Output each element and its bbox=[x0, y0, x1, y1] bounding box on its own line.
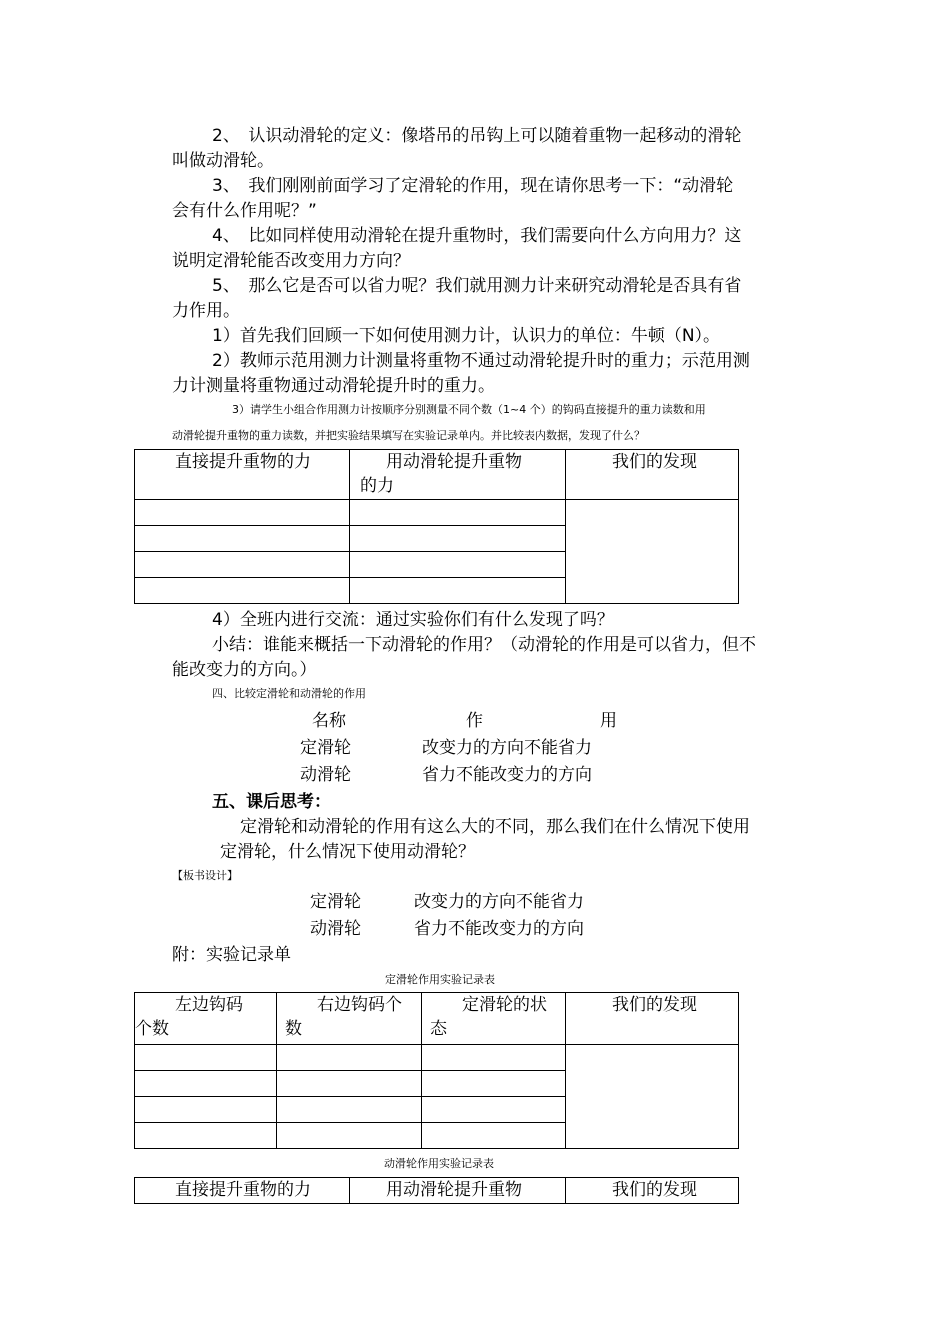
table-row bbox=[277, 1097, 422, 1123]
para-5-line2: 力作用。 bbox=[172, 301, 240, 321]
table-2-header-state: 定滑轮的状 态 bbox=[422, 993, 566, 1045]
compare-row-movable-name: 动滑轮 bbox=[300, 765, 351, 785]
table-1-header-finding: 我们的发现 bbox=[566, 450, 739, 500]
table-1 bbox=[134, 449, 739, 604]
table-row bbox=[277, 1071, 422, 1097]
table-row bbox=[422, 1045, 566, 1071]
table-2 bbox=[134, 992, 739, 1149]
step-4: 4）全班内进行交流：通过实验你们有什么发现了吗？ bbox=[212, 610, 614, 630]
table-1-finding-cell bbox=[566, 500, 739, 604]
section-4-heading: 四、比较定滑轮和动滑轮的作用 bbox=[212, 687, 366, 700]
para-2-line2: 叫做动滑轮。 bbox=[172, 151, 274, 171]
table-row bbox=[135, 500, 350, 526]
para-4-line1: 4、 比如同样使用动滑轮在提升重物时，我们需要向什么方向用力？这 bbox=[212, 226, 742, 246]
compare-header-yong: 用 bbox=[600, 711, 617, 731]
table-row bbox=[135, 552, 350, 578]
table-row bbox=[422, 1071, 566, 1097]
table-2-finding-cell bbox=[566, 1045, 739, 1149]
compare-header-zuo: 作 bbox=[466, 711, 483, 731]
table-row bbox=[135, 1045, 277, 1071]
table-row bbox=[277, 1123, 422, 1149]
table-row bbox=[135, 1097, 277, 1123]
step-3-line1: 3）请学生小组合作用测力计按顺序分别测量不同个数（1~4 个）的钩码直接提升的重力读数和用 bbox=[232, 403, 706, 416]
table-row bbox=[350, 578, 566, 604]
table-row bbox=[350, 526, 566, 552]
think-line2: 定滑轮，什么情况下使用动滑轮？ bbox=[220, 842, 475, 862]
table-1-header-direct: 直接提升重物的力 bbox=[135, 450, 350, 500]
board-row-fixed-effect: 改变力的方向不能省力 bbox=[414, 892, 584, 912]
table-1-header-pulley: 用动滑轮提升重物 的力 bbox=[350, 450, 566, 500]
table-row bbox=[135, 1123, 277, 1149]
compare-header-name: 名称 bbox=[312, 711, 346, 731]
para-3-line2: 会有什么作用呢？” bbox=[172, 201, 317, 221]
table-row bbox=[422, 1123, 566, 1149]
para-4-line2: 说明定滑轮能否改变用力方向？ bbox=[172, 251, 410, 271]
summary-line1: 小结：谁能来概括一下动滑轮的作用？（动滑轮的作用是可以省力，但不 bbox=[212, 635, 756, 655]
compare-row-fixed-effect: 改变力的方向不能省力 bbox=[422, 738, 592, 758]
table-3-caption: 动滑轮作用实验记录表 bbox=[384, 1157, 494, 1170]
table-3-header-pulley: 用动滑轮提升重物 bbox=[350, 1178, 566, 1204]
appendix-heading: 附：实验记录单 bbox=[172, 945, 291, 965]
board-row-movable-name: 动滑轮 bbox=[310, 919, 361, 939]
para-5-line1: 5、 那么它是否可以省力呢？我们就用测力计来研究动滑轮是否具有省 bbox=[212, 276, 742, 296]
summary-line2: 能改变力的方向。） bbox=[172, 660, 317, 680]
step-1: 1）首先我们回顾一下如何使用测力计，认识力的单位：牛顿（N）。 bbox=[212, 326, 721, 346]
section-5-heading: 五、课后思考： bbox=[212, 792, 331, 812]
step-2-line1: 2）教师示范用测力计测量将重物不通过动滑轮提升时的重力；示范用测 bbox=[212, 351, 750, 371]
table-row bbox=[422, 1097, 566, 1123]
step-2-line2: 力计测量将重物通过动滑轮提升时的重力。 bbox=[172, 376, 495, 396]
table-3 bbox=[134, 1177, 739, 1204]
table-row bbox=[135, 1071, 277, 1097]
table-2-caption: 定滑轮作用实验记录表 bbox=[385, 973, 495, 986]
para-2-line1: 2、 认识动滑轮的定义：像塔吊的吊钩上可以随着重物一起移动的滑轮 bbox=[212, 126, 742, 146]
table-row bbox=[135, 578, 350, 604]
board-row-movable-effect: 省力不能改变力的方向 bbox=[414, 919, 584, 939]
table-row bbox=[277, 1045, 422, 1071]
table-3-header-direct: 直接提升重物的力 bbox=[135, 1178, 350, 1204]
table-2-header-left: 左边钩码 个数 bbox=[135, 993, 277, 1045]
table-3-header-finding: 我们的发现 bbox=[566, 1178, 739, 1204]
board-row-fixed-name: 定滑轮 bbox=[310, 892, 361, 912]
compare-row-fixed-name: 定滑轮 bbox=[300, 738, 351, 758]
compare-row-movable-effect: 省力不能改变力的方向 bbox=[422, 765, 592, 785]
table-row bbox=[350, 552, 566, 578]
table-row bbox=[135, 526, 350, 552]
think-line1: 定滑轮和动滑轮的作用有这么大的不同，那么我们在什么情况下使用 bbox=[240, 817, 750, 837]
table-2-header-finding: 我们的发现 bbox=[566, 993, 739, 1045]
table-row bbox=[350, 500, 566, 526]
step-3-line2: 动滑轮提升重物的重力读数，并把实验结果填写在实验记录单内。并比较表内数据，发现了什么？ bbox=[172, 429, 645, 442]
board-design-heading: 【板书设计】 bbox=[172, 869, 238, 882]
table-2-header-right: 右边钩码个 数 bbox=[277, 993, 422, 1045]
para-3-line1: 3、 我们刚刚前面学习了定滑轮的作用，现在请你思考一下：“动滑轮 bbox=[212, 176, 734, 196]
